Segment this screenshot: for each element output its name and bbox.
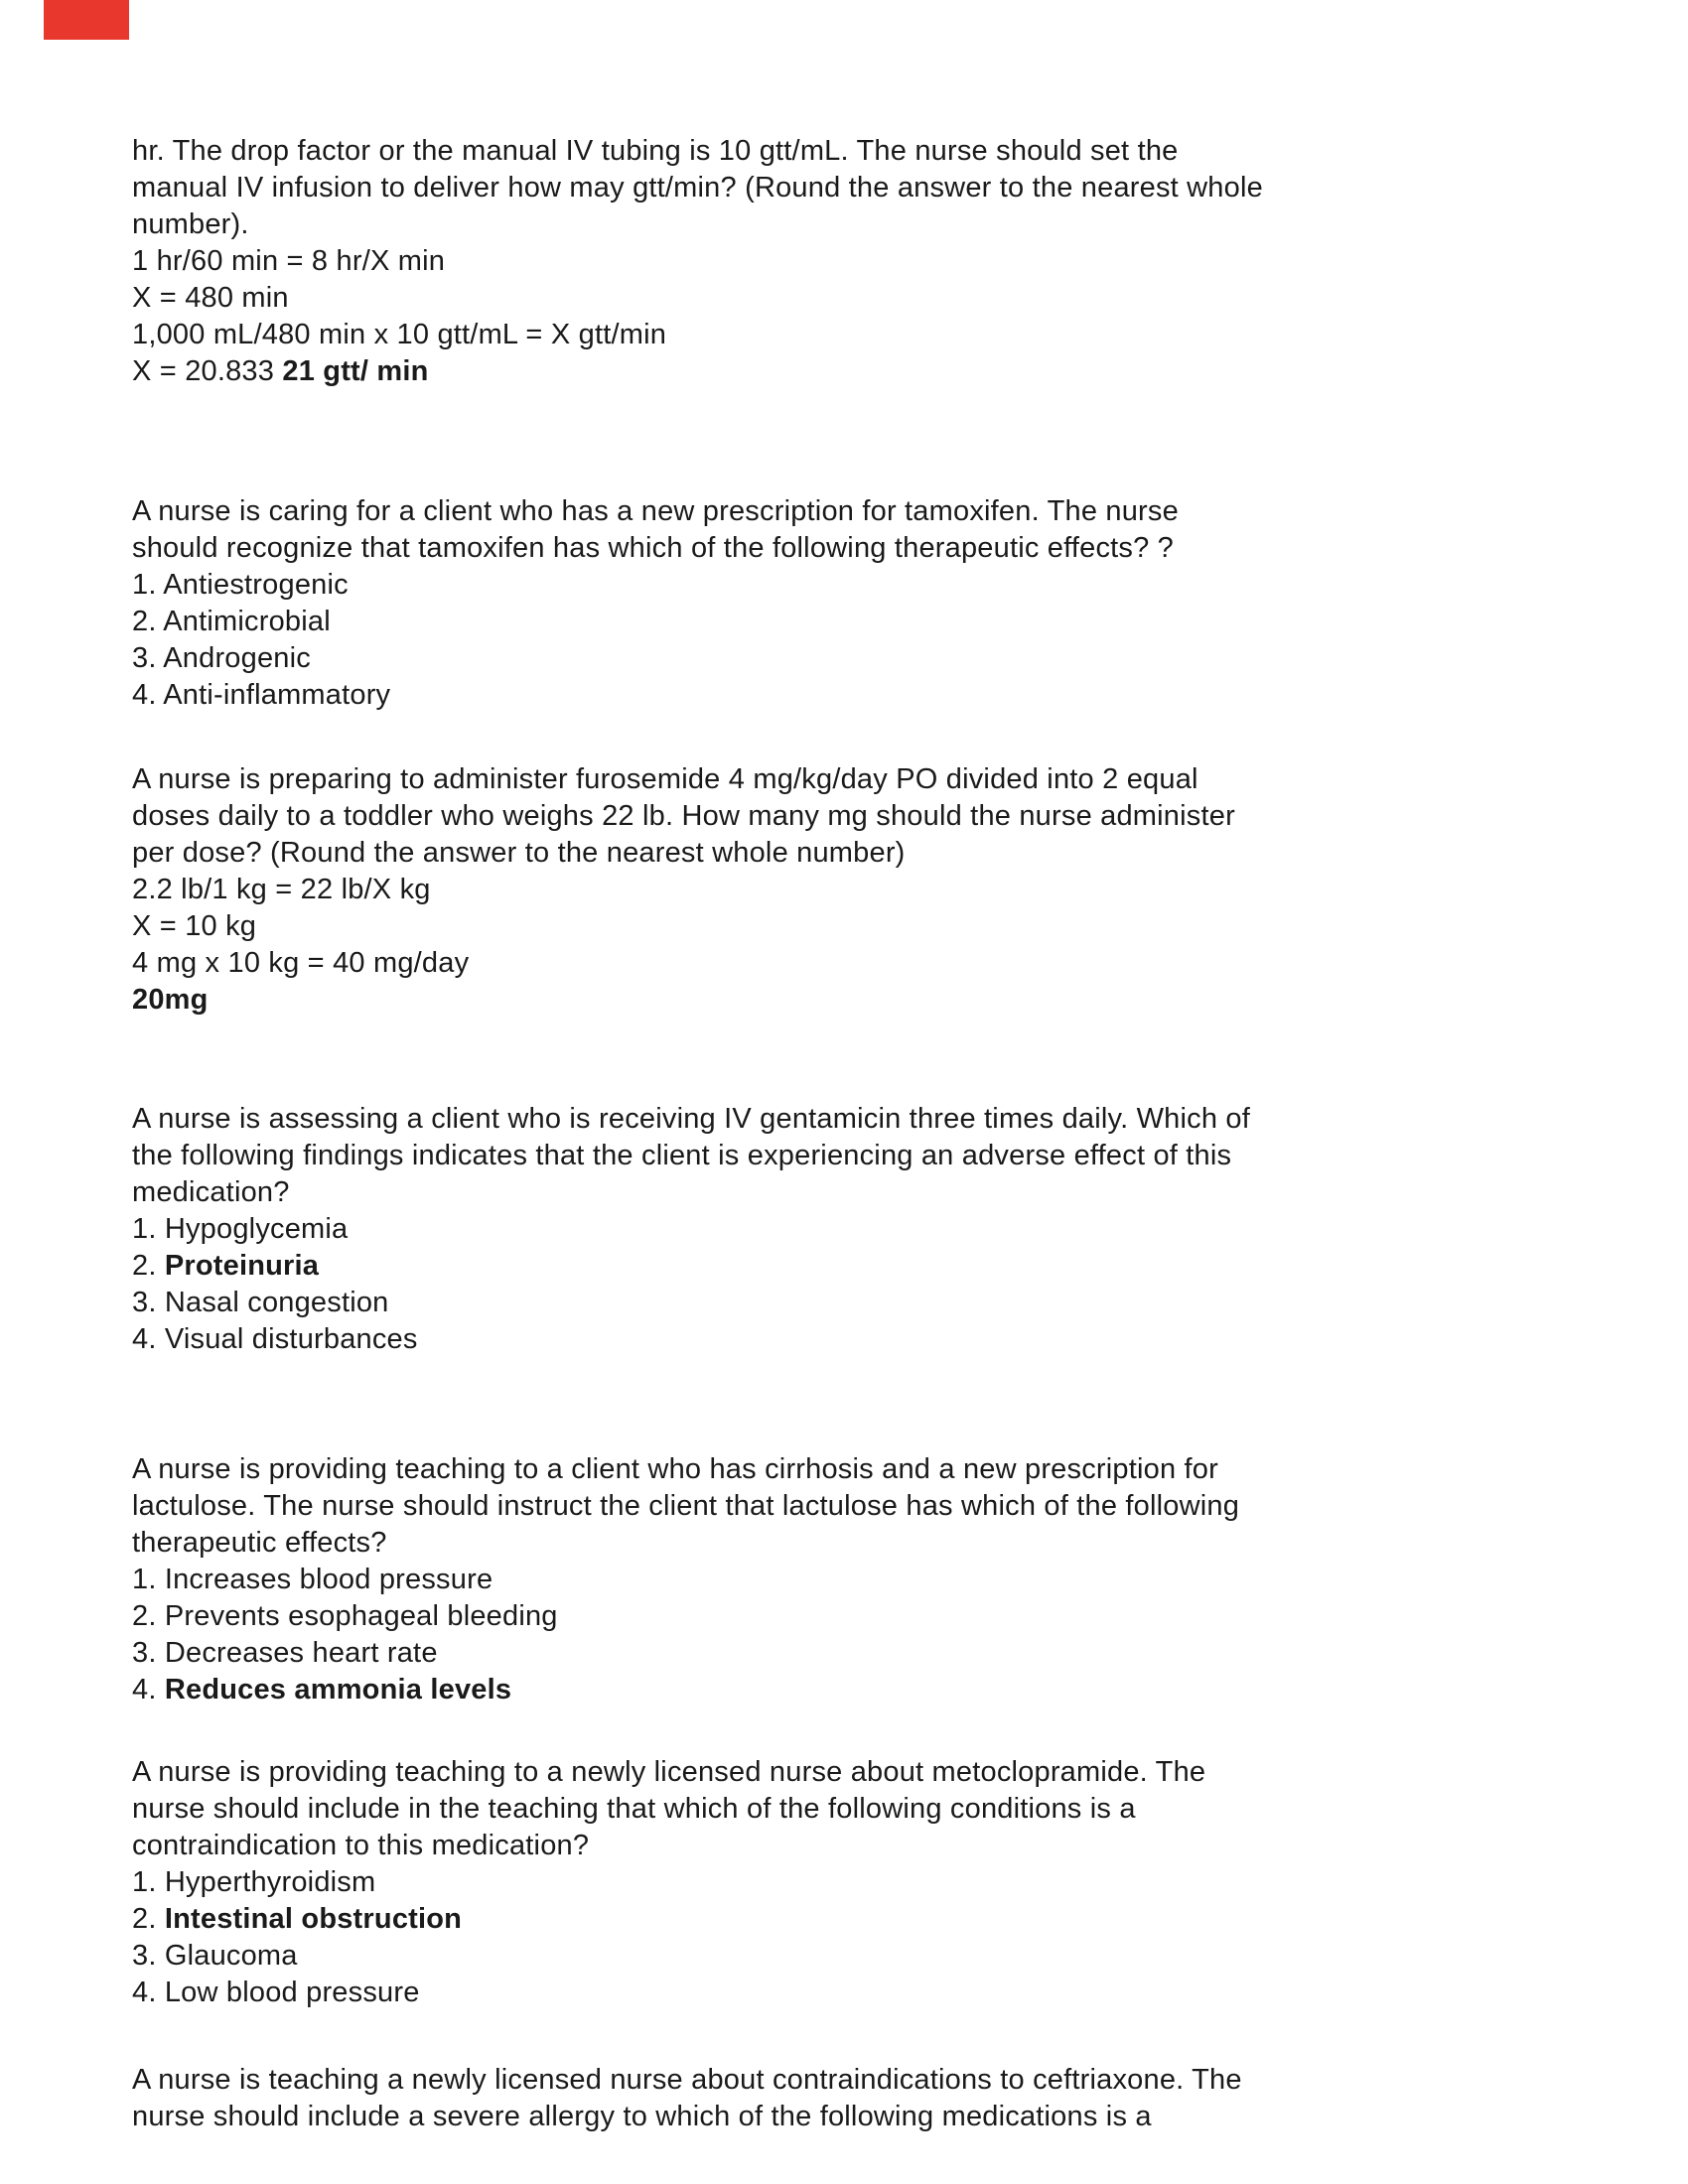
body-text: A nurse is preparing to administer furosemide 4 mg/kg/day PO divided into 2 equal [132,763,1198,795]
question-furosemide-dose [132,761,1602,1019]
text-line [132,493,1602,530]
question-tamoxifen [132,493,1602,714]
text-line [132,604,1602,640]
text-line [132,1488,1602,1525]
text-line [132,1901,1602,1938]
body-text: 3. Glaucoma [132,1940,298,1972]
text-line [132,170,1602,206]
body-text: X = 10 kg [132,910,257,942]
document-text-body [132,133,1602,2135]
question-metoclopramide [132,1754,1602,2011]
text-line [132,243,1602,280]
text-line [132,1828,1602,1864]
body-text: hr. The drop factor or the manual IV tubing is 10 gtt/mL. The nurse should set the [132,135,1179,167]
body-text: A nurse is providing teaching to a client who has cirrhosis and a new prescription for [132,1453,1218,1485]
body-text: 2. [132,1250,165,1282]
answer-emphasis-text: Reduces ammonia levels [164,1674,512,1706]
body-text: per dose? (Round the answer to the nearest whole number) [132,837,906,869]
body-text: 2. Antimicrobial [132,606,331,637]
text-line [132,798,1602,835]
body-text: therapeutic effects? [132,1527,387,1559]
body-text: 4. Visual disturbances [132,1323,418,1355]
text-line [132,1791,1602,1828]
body-text: 4. [132,1674,165,1706]
body-text: should recognize that tamoxifen has which of the following therapeutic effects? ? [132,532,1175,564]
body-text: X = 20.833 [132,355,283,387]
body-text: contraindication to this medication? [132,1830,590,1861]
body-text: A nurse is providing teaching to a newly licensed nurse about metoclopramide. The [132,1756,1206,1788]
body-text: 4. Anti-inflammatory [132,679,391,711]
answer-emphasis-text: 21 gtt/ min [282,355,429,387]
red-annotation-marker [44,0,129,40]
text-line [132,677,1602,714]
body-text: manual IV infusion to deliver how may gtt/min? (Round the answer to the nearest whole [132,172,1263,204]
text-line [132,1248,1602,1285]
body-text: 1 hr/60 min = 8 hr/X min [132,245,446,277]
text-line [132,133,1602,170]
text-line [132,567,1602,604]
text-line [132,1525,1602,1562]
text-line [132,1562,1602,1598]
text-line [132,353,1602,390]
body-text: medication? [132,1176,290,1208]
text-line [132,908,1602,945]
text-line [132,1864,1602,1901]
text-line [132,1754,1602,1791]
body-text: 1,000 mL/480 min x 10 gtt/mL = X gtt/min [132,319,667,350]
text-line [132,982,1602,1019]
text-line [132,1101,1602,1138]
body-text: 2. [132,1903,165,1935]
text-line [132,317,1602,353]
text-line [132,1321,1602,1358]
body-text: lactulose. The nurse should instruct the client that lactulose has which of the following [132,1490,1240,1522]
body-text: A nurse is teaching a newly licensed nurse about contraindications to ceftriaxone. The [132,2064,1242,2096]
body-text: 2.2 lb/1 kg = 22 lb/X kg [132,874,431,905]
text-line [132,835,1602,872]
body-text: nurse should include in the teaching that which of the following conditions is a [132,1793,1136,1825]
body-text: 1. Hypoglycemia [132,1213,349,1245]
text-line [132,2062,1602,2099]
body-text: 3. Androgenic [132,642,311,674]
text-line [132,1174,1602,1211]
body-text: X = 480 min [132,282,289,314]
body-text: number). [132,208,249,240]
text-line [132,1672,1602,1708]
question-lactulose [132,1451,1602,1708]
text-line [132,1211,1602,1248]
body-text: 4 mg x 10 kg = 40 mg/day [132,947,470,979]
text-line [132,1285,1602,1321]
text-line [132,872,1602,908]
question-ceftriaxone [132,2062,1602,2135]
text-line [132,1938,1602,1975]
text-line [132,640,1602,677]
body-text: 1. Antiestrogenic [132,569,349,601]
body-text: 3. Decreases heart rate [132,1637,438,1669]
body-text: 1. Increases blood pressure [132,1564,493,1595]
text-line [132,1451,1602,1488]
answer-emphasis-text: Intestinal obstruction [164,1903,463,1935]
body-text: A nurse is assessing a client who is receiving IV gentamicin three times daily. Which of [132,1103,1251,1135]
body-text: 2. Prevents esophageal bleeding [132,1600,558,1632]
text-line [132,1635,1602,1672]
question-gentamicin [132,1101,1602,1358]
text-line [132,280,1602,317]
text-line [132,1138,1602,1174]
text-line [132,945,1602,982]
answer-emphasis-text: 20mg [132,984,209,1016]
text-line [132,761,1602,798]
body-text: 1. Hyperthyroidism [132,1866,376,1898]
text-line [132,1975,1602,2011]
text-line [132,206,1602,243]
text-line [132,530,1602,567]
body-text: 4. Low blood pressure [132,1977,420,2008]
answer-emphasis-text: Proteinuria [164,1250,320,1282]
body-text: doses daily to a toddler who weighs 22 lb. How many mg should the nurse administer [132,800,1235,832]
body-text: A nurse is caring for a client who has a new prescription for tamoxifen. The nurse [132,495,1179,527]
question-iv-flow-rate [132,133,1602,390]
body-text: 3. Nasal congestion [132,1287,389,1318]
body-text: the following findings indicates that the client is experiencing an adverse effect of this [132,1140,1232,1171]
text-line [132,2099,1602,2135]
text-line [132,1598,1602,1635]
body-text: nurse should include a severe allergy to which of the following medications is a [132,2101,1152,2132]
